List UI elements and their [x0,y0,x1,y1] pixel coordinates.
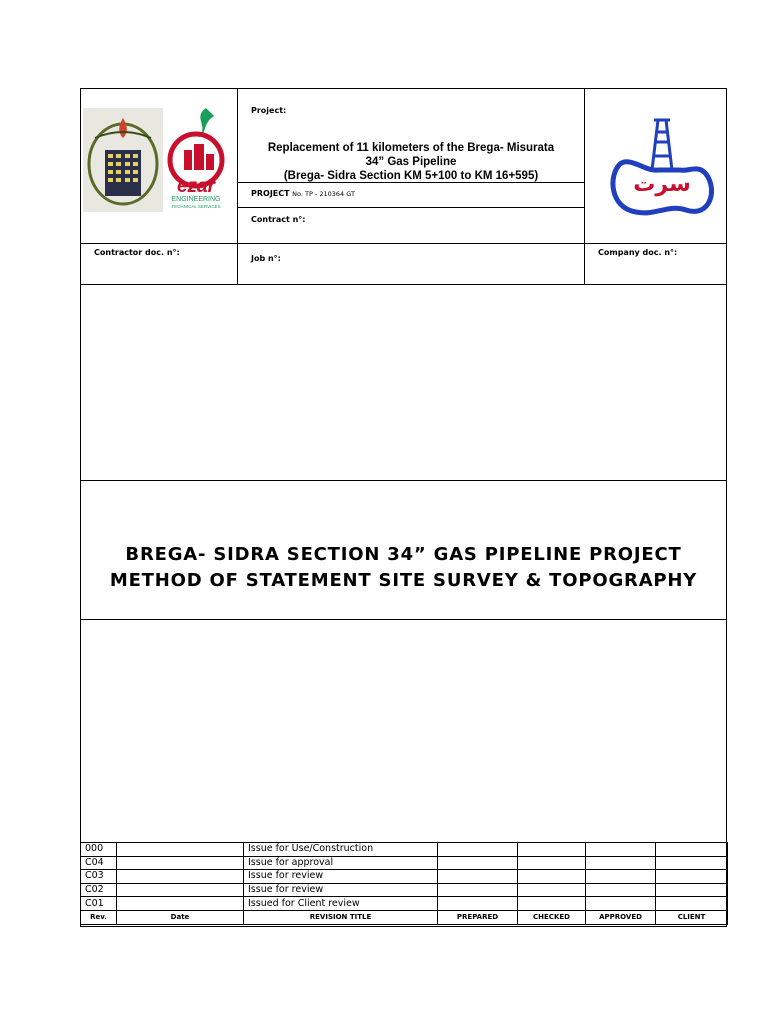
date-cell [117,897,244,911]
table-row [81,883,728,897]
client-cell [656,843,728,857]
prepared-cell [438,897,518,911]
contract-top-line [237,207,584,208]
client-cell [656,870,728,884]
header-vline-left [237,88,238,284]
revision-table [80,842,728,925]
revision-table-header [81,910,728,924]
building-logo-icon [83,108,163,212]
title-top-line [80,480,727,481]
checked-cell [518,843,586,857]
oil-derrick-icon [606,112,718,218]
contract-label: Contract n°: [251,215,306,224]
project-title-line-2: 34” Gas Pipeline [365,156,457,168]
approved-cell [586,870,656,884]
revision-title-cell: Issue for Use/Construction [244,843,438,857]
project-number-label: PROJECT [251,189,290,198]
table-row [81,843,728,857]
table-row [81,870,728,884]
project-title-line-3: (Brega- Sidra Section KM 5+100 to KM 16+595) [283,170,539,182]
header-revision-title: REVISION TITLE [244,910,438,924]
company-doc-label: Company doc. n°: [598,248,678,257]
title-bottom-line [80,619,727,620]
table-row [81,856,728,870]
main-title-line-1: BREGA- SIDRA SECTION 34” GAS PIPELINE PROJECT [125,544,682,565]
rev-cell: C04 [81,856,117,870]
ezar-logo [162,106,230,210]
rev-cell: C02 [81,883,117,897]
header-bottom-line [80,284,727,285]
revision-title-cell: Issued for Client review [244,897,438,911]
approved-cell [586,883,656,897]
sirte-logo-text: سرت [633,172,691,197]
header-prepared: PREPARED [438,910,518,924]
table-row [81,897,728,911]
prepared-cell [438,843,518,857]
date-cell [117,843,244,857]
rev-cell: C03 [81,870,117,884]
contractor-doc-label: Contractor doc. n°: [94,248,180,257]
project-label: Project: [251,106,287,115]
header-vline-right [584,88,585,284]
ezar-logo-sub2: TECHNICAL SERVICES [171,204,221,209]
header-approved: APPROVED [586,910,656,924]
client-cell [656,883,728,897]
approved-cell [586,897,656,911]
checked-cell [518,856,586,870]
job-label: Job n°: [251,254,281,263]
header-checked: CHECKED [518,910,586,924]
client-cell [656,897,728,911]
approved-cell [586,856,656,870]
checked-cell [518,870,586,884]
rev-cell: C01 [81,897,117,911]
date-cell [117,856,244,870]
revision-title-cell: Issue for approval [244,856,438,870]
revision-title-cell: Issue for review [244,883,438,897]
ezar-logo-sub1: ENGINEERING [171,196,221,203]
header-date: Date [117,910,244,924]
checked-cell [518,897,586,911]
project-number-value: No. TP - 210364 GT [292,190,356,198]
checked-cell [518,883,586,897]
header-rev: Rev. [81,910,117,924]
revision-title-cell: Issue for review [244,870,438,884]
company-logo-left [83,108,163,212]
client-cell [656,856,728,870]
approved-cell [586,843,656,857]
project-number [251,189,355,198]
date-cell [117,870,244,884]
date-cell [117,883,244,897]
header-divider [80,243,727,244]
prepared-cell [438,870,518,884]
rev-cell: 000 [81,843,117,857]
header-client: CLIENT [656,910,728,924]
sirte-logo [606,112,718,218]
project-title-line-1: Replacement of 11 kilometers of the Brega- Misurata [267,142,555,154]
prepared-cell [438,856,518,870]
prepared-cell [438,883,518,897]
main-title-line-2: METHOD OF STATEMENT SITE SURVEY & TOPOGRAPHY [109,570,698,591]
ezar-logo-text: ezar [176,176,216,197]
